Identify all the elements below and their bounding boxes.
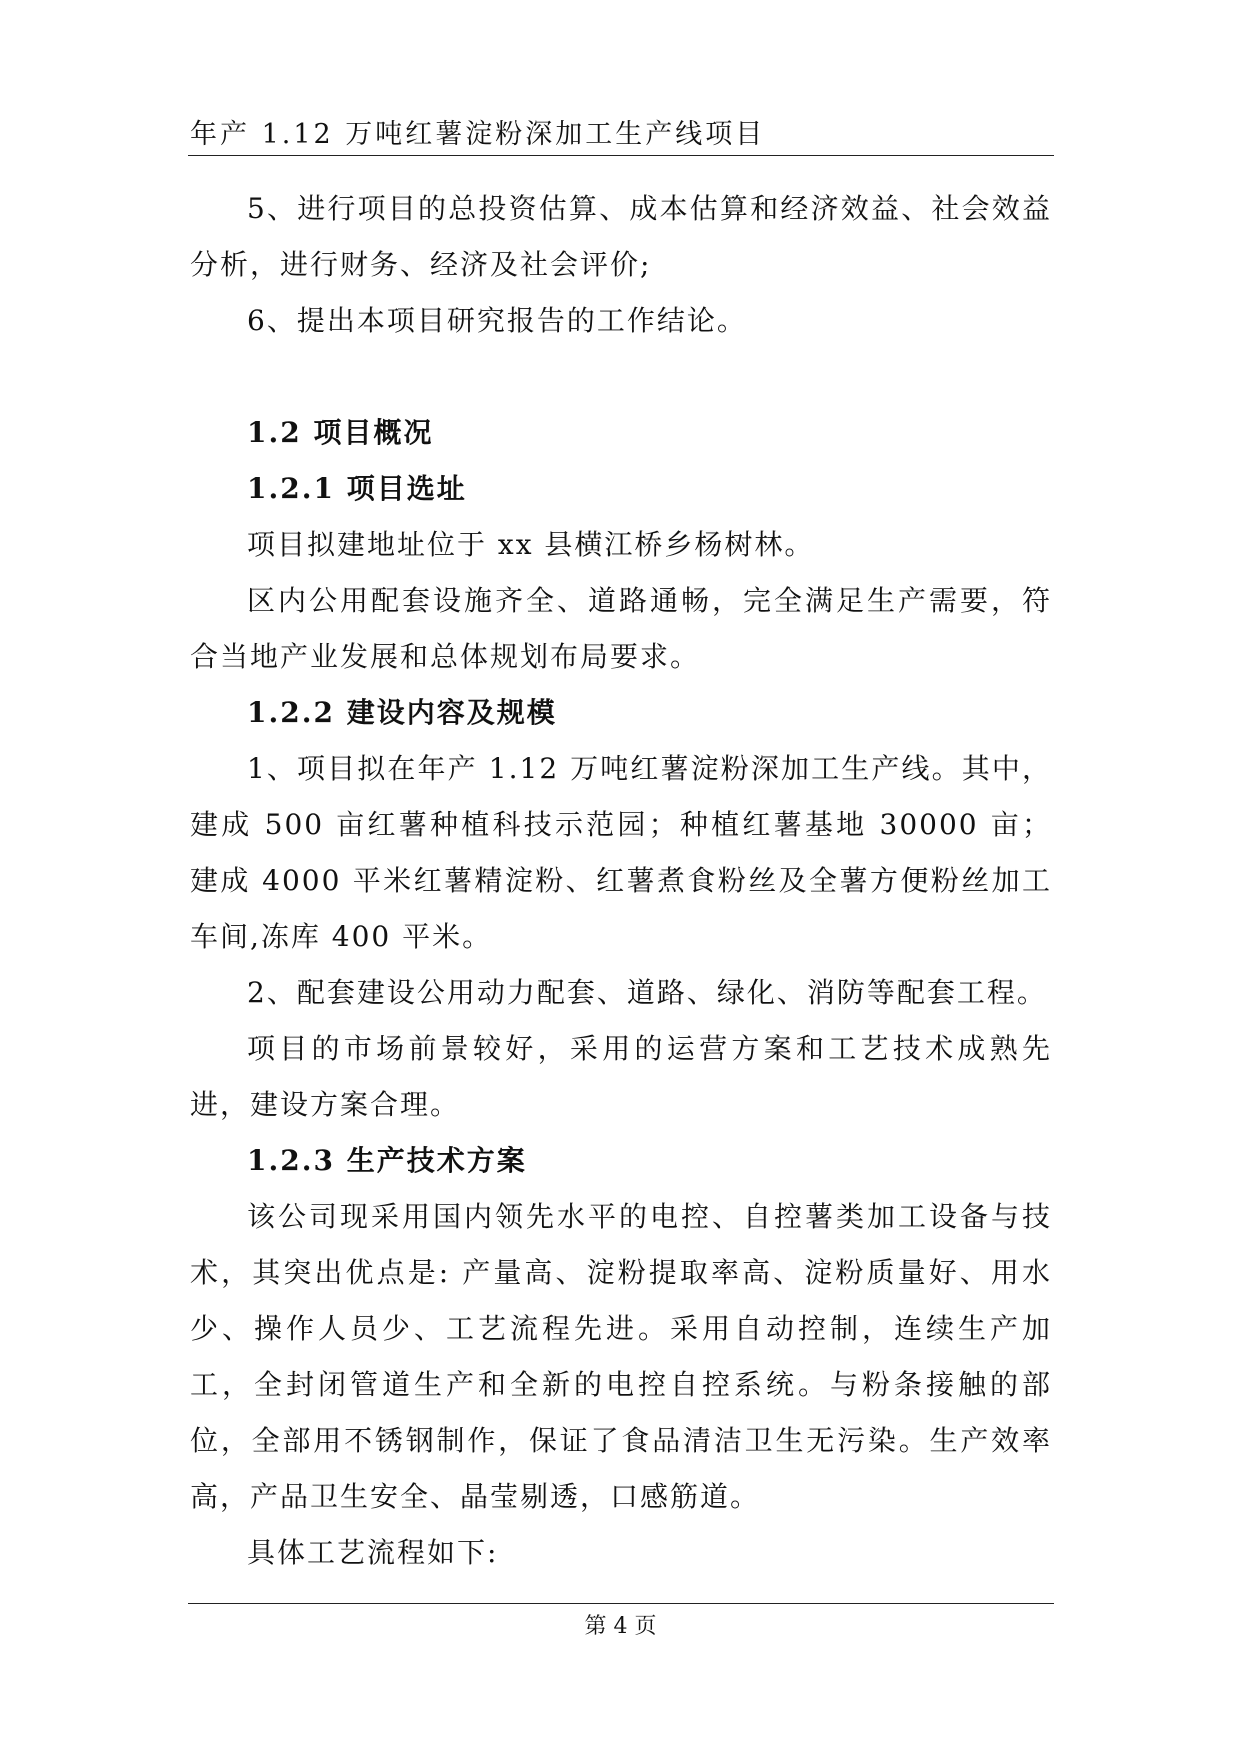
paragraph-scale-3: 项目的市场前景较好，采用的运营方案和工艺技术成熟先进，建设方案合理。 <box>190 1032 1052 1121</box>
paragraph-tech-2: 具体工艺流程如下: <box>247 1536 499 1569</box>
section-heading-1-2-2: 1.2.2 建设内容及规模 <box>247 696 557 729</box>
running-header: 年产 1.12 万吨红薯淀粉深加工生产线项目 <box>190 119 766 150</box>
section-heading-1-2: 1.2 项目概况 <box>247 416 434 449</box>
paragraph-scale-1: 1、项目拟在年产 1.12 万吨红薯淀粉深加工生产线。其中，建成 500 亩红薯种植科技示范园；种植红薯基地 30000 亩；建成 4000 平米红薯精淀粉、红薯煮食粉丝及全薯方便粉丝加工车间,冻库 400 平米。 <box>190 752 1052 953</box>
paragraph-site-conditions: 区内公用配套设施齐全、道路通畅，完全满足生产需要，符合当地产业发展和总体规划布局要求。 <box>190 584 1052 673</box>
header-divider <box>188 155 1054 156</box>
section-spacer <box>190 349 1052 405</box>
footer-divider <box>188 1603 1054 1604</box>
paragraph-item-6: 6、提出本项目研究报告的工作结论。 <box>247 304 747 337</box>
paragraph-item-5: 5、进行项目的总投资估算、成本估算和经济效益、社会效益分析，进行财务、经济及社会评价; <box>190 192 1052 281</box>
page-number: 第 4 页 <box>584 1614 657 1639</box>
paragraph-site-location: 项目拟建地址位于 xx 县横江桥乡杨树林。 <box>247 528 815 561</box>
paragraph-tech-1: 该公司现采用国内领先水平的电控、自控薯类加工设备与技术，其突出优点是: 产量高、淀粉提取率高、淀粉质量好、用水少、操作人员少、工艺流程先进。采用自动控制，连续生产加工，全封闭管道生产和全新的电控自控系统。与粉条接触的部位，全部用不锈钢制作，保证了食品清洁卫生无污染。生产效率高，产品卫生安全、晶莹剔透，口感筋道。 <box>190 1200 1052 1513</box>
section-heading-1-2-3: 1.2.3 生产技术方案 <box>247 1144 527 1177</box>
document-body <box>190 181 1052 1581</box>
section-heading-1-2-1: 1.2.1 项目选址 <box>247 472 467 505</box>
paragraph-scale-2: 2、配套建设公用动力配套、道路、绿化、消防等配套工程。 <box>247 976 1047 1009</box>
